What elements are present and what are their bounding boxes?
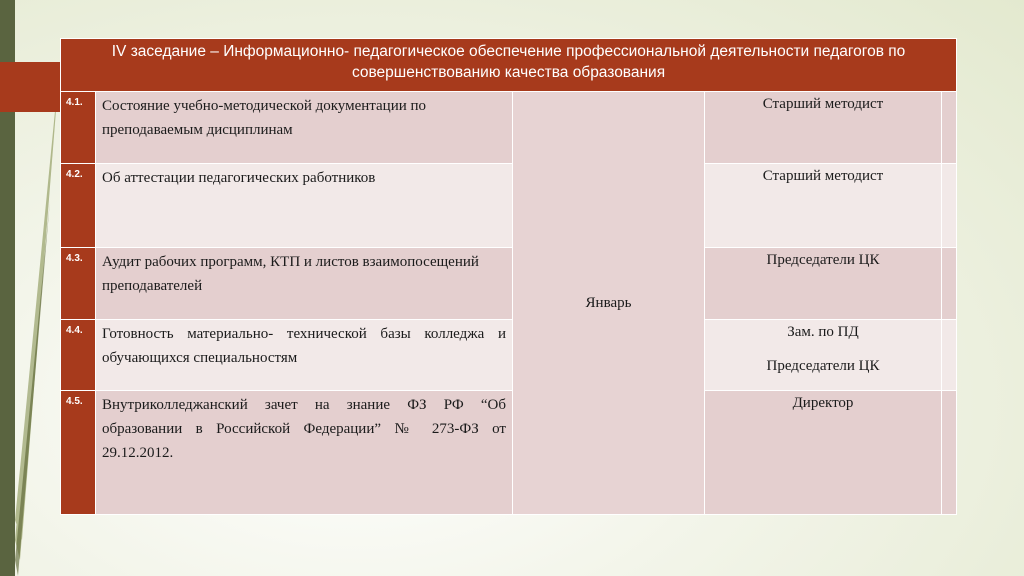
responsible-person: Зам. по ПД bbox=[787, 324, 859, 340]
table-row bbox=[61, 391, 957, 515]
responsible-person: Председатели ЦК bbox=[766, 252, 880, 268]
agenda-item-text: Состояние учебно-методической документации по преподаваемым дисциплинам bbox=[96, 92, 513, 164]
responsible-person: Старший методист bbox=[762, 168, 884, 184]
spacer-cell bbox=[942, 391, 957, 515]
row-number: 4.2. bbox=[61, 164, 96, 248]
table-row bbox=[61, 92, 957, 164]
agenda-item-text: Готовность материально- технической базы колледжа и обучающихся специальностям bbox=[96, 320, 513, 391]
agenda-item-text: Аудит рабочих программ, КТП и листов взаимопосещений преподавателей bbox=[96, 248, 513, 320]
table-row bbox=[61, 320, 957, 391]
slide-title: IV заседание – Информационно- педагогическое обеспечение профессиональной деятельности педагогов по совершенствованию качества образования bbox=[61, 39, 957, 92]
agenda-table bbox=[60, 38, 957, 515]
spacer-cell bbox=[942, 248, 957, 320]
row-number: 4.3. bbox=[61, 248, 96, 320]
responsible-person: Старший методист bbox=[762, 96, 884, 112]
agenda-item-text: Внутриколледжанский зачет на знание ФЗ РФ “Об образовании в Российской Федерации” № 273-ФЗ от 29.12.2012. bbox=[96, 391, 513, 515]
responsible-cell bbox=[705, 320, 942, 391]
responsible-person: Директор bbox=[792, 395, 854, 411]
agenda-item-text: Об аттестации педагогических работников bbox=[96, 164, 513, 248]
accent-bar bbox=[0, 62, 60, 112]
row-number: 4.1. bbox=[61, 92, 96, 164]
spacer-cell bbox=[942, 164, 957, 248]
responsible-cell bbox=[705, 92, 942, 164]
spacer-cell bbox=[942, 92, 957, 164]
responsible-cell bbox=[705, 248, 942, 320]
responsible-cell bbox=[705, 391, 942, 515]
table-row bbox=[61, 164, 957, 248]
row-number: 4.4. bbox=[61, 320, 96, 391]
table-row bbox=[61, 248, 957, 320]
table-header-row bbox=[61, 39, 957, 92]
spacer-cell bbox=[942, 320, 957, 391]
month-cell: Январь bbox=[513, 92, 705, 515]
row-number: 4.5. bbox=[61, 391, 96, 515]
responsible-cell bbox=[705, 164, 942, 248]
responsible-person: Председатели ЦК bbox=[766, 358, 880, 374]
